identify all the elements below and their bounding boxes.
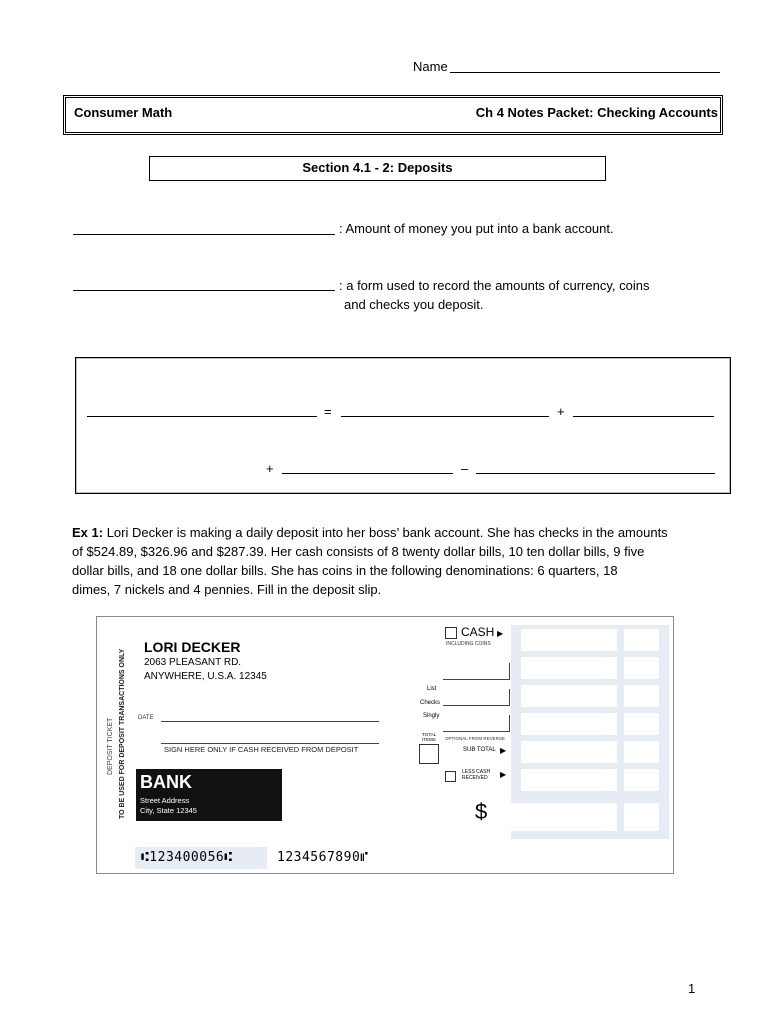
page-number: 1 xyxy=(688,981,696,996)
date-field[interactable] xyxy=(161,721,379,722)
optional-from-reverse-label: OPTIONAL FROM REVERSE xyxy=(445,736,505,741)
definition-2-blank[interactable] xyxy=(73,290,335,291)
account-address-line1: 2063 PLEASANT RD. xyxy=(144,657,242,668)
bank-logo-block xyxy=(136,769,282,821)
definition-2-text-line2: and checks you deposit. xyxy=(344,297,484,312)
check-entry-1[interactable] xyxy=(443,663,510,680)
bank-name: BANK xyxy=(140,772,192,792)
amount-cents-total[interactable] xyxy=(624,803,659,831)
name-label: Name xyxy=(413,59,448,74)
formula-plus-2: + xyxy=(266,461,274,476)
less-cash-checkbox[interactable] xyxy=(445,771,456,782)
amount-cents-subtotal[interactable] xyxy=(624,741,659,763)
amount-dollars-subtotal[interactable] xyxy=(521,741,617,763)
amount-dollars-check-3[interactable] xyxy=(521,713,617,735)
date-label: DATE xyxy=(138,715,154,721)
amount-cents-check-3[interactable] xyxy=(624,713,659,735)
micr-routing-number: ⑆123400056⑆ xyxy=(141,850,233,865)
bank-city: City, State 12345 xyxy=(140,806,197,815)
bank-street: Street Address xyxy=(140,796,190,805)
amount-dollars-check-1[interactable] xyxy=(521,657,617,679)
check-entry-3[interactable] xyxy=(443,715,510,732)
cash-checkbox[interactable] xyxy=(445,627,457,639)
packet-title: Ch 4 Notes Packet: Checking Accounts xyxy=(475,105,718,120)
amount-cents-check-2[interactable] xyxy=(624,685,659,707)
formula-blank-total[interactable] xyxy=(87,416,317,417)
definition-1-text: : Amount of money you put into a bank account. xyxy=(339,221,614,236)
amount-cents-cash[interactable] xyxy=(624,629,659,651)
total-items-box[interactable] xyxy=(419,744,439,764)
header-box xyxy=(63,95,723,135)
cash-label: CASH xyxy=(461,625,495,639)
amount-dollars-check-2[interactable] xyxy=(521,685,617,707)
section-title: Section 4.1 - 2: Deposits xyxy=(302,160,453,175)
total-items-label: TOTAL ITEMS xyxy=(422,732,436,742)
signature-field[interactable] xyxy=(161,743,379,744)
formula-minus: – xyxy=(461,461,469,476)
formula-blank-2[interactable] xyxy=(341,416,549,417)
amount-dollars-total[interactable] xyxy=(497,803,617,831)
account-holder-name: LORI DECKER xyxy=(144,639,241,655)
definition-1-blank[interactable] xyxy=(73,234,335,235)
example-line-2: of $524.89, $326.96 and $287.39. Her cash consists of 8 twenty dollar bills, 10 ten dollar bills, 9 five xyxy=(72,544,645,559)
checks-label: Checks xyxy=(420,700,441,706)
amount-dollars-cash[interactable] xyxy=(521,629,617,651)
course-title: Consumer Math xyxy=(74,105,173,120)
deposit-slip xyxy=(96,616,674,874)
list-label: List xyxy=(427,686,437,692)
less-cash-label: LESS CASH RECEIVED xyxy=(462,769,491,781)
cash-arrow-icon: ▶ xyxy=(497,629,504,638)
formula-blank-5[interactable] xyxy=(476,473,715,474)
formula-blank-4[interactable] xyxy=(282,473,453,474)
micr-account-number: 1234567890⑈ xyxy=(277,850,369,865)
less-cash-arrow-icon: ▶ xyxy=(500,770,507,779)
formula-blank-3[interactable] xyxy=(573,416,714,417)
definition-2-text-line1: : a form used to record the amounts of currency, coins xyxy=(339,278,650,293)
formula-plus-1: + xyxy=(557,404,565,419)
example-line-3: dollar bills, and 18 one dollar bills. She has coins in the following denominations: 6 quarters, 18 xyxy=(72,563,618,578)
section-box xyxy=(149,156,606,181)
cash-sub-label: INCLUDING COINS xyxy=(446,641,491,647)
example-line-1: Ex 1: Lori Decker is making a daily deposit into her boss’ bank account. She has checks in the amounts xyxy=(72,525,668,540)
account-address-line2: ANYWHERE, U.S.A. 12345 xyxy=(144,671,267,682)
subtotal-arrow-icon: ▶ xyxy=(500,746,507,755)
example-line-4: dimes, 7 nickels and 4 pennies. Fill in the deposit slip. xyxy=(72,582,382,597)
slip-side-label-transactions: TO BE USED FOR DEPOSIT TRANSACTIONS ONLY xyxy=(119,648,126,819)
amount-cents-less-cash[interactable] xyxy=(624,769,659,791)
singly-label: Singly xyxy=(423,713,440,719)
check-entry-2[interactable] xyxy=(443,689,510,706)
amount-cents-check-1[interactable] xyxy=(624,657,659,679)
sign-here-label: SIGN HERE ONLY IF CASH RECEIVED FROM DEPOSIT xyxy=(164,745,359,754)
amount-dollars-less-cash[interactable] xyxy=(521,769,617,791)
example-label: Ex 1: xyxy=(72,525,104,540)
slip-side-label-deposit-ticket: DEPOSIT TICKET xyxy=(107,717,114,775)
formula-equals: = xyxy=(324,404,332,419)
subtotal-label: SUB TOTAL xyxy=(463,747,496,753)
name-blank[interactable] xyxy=(450,72,720,73)
dollar-sign: $ xyxy=(475,799,488,824)
